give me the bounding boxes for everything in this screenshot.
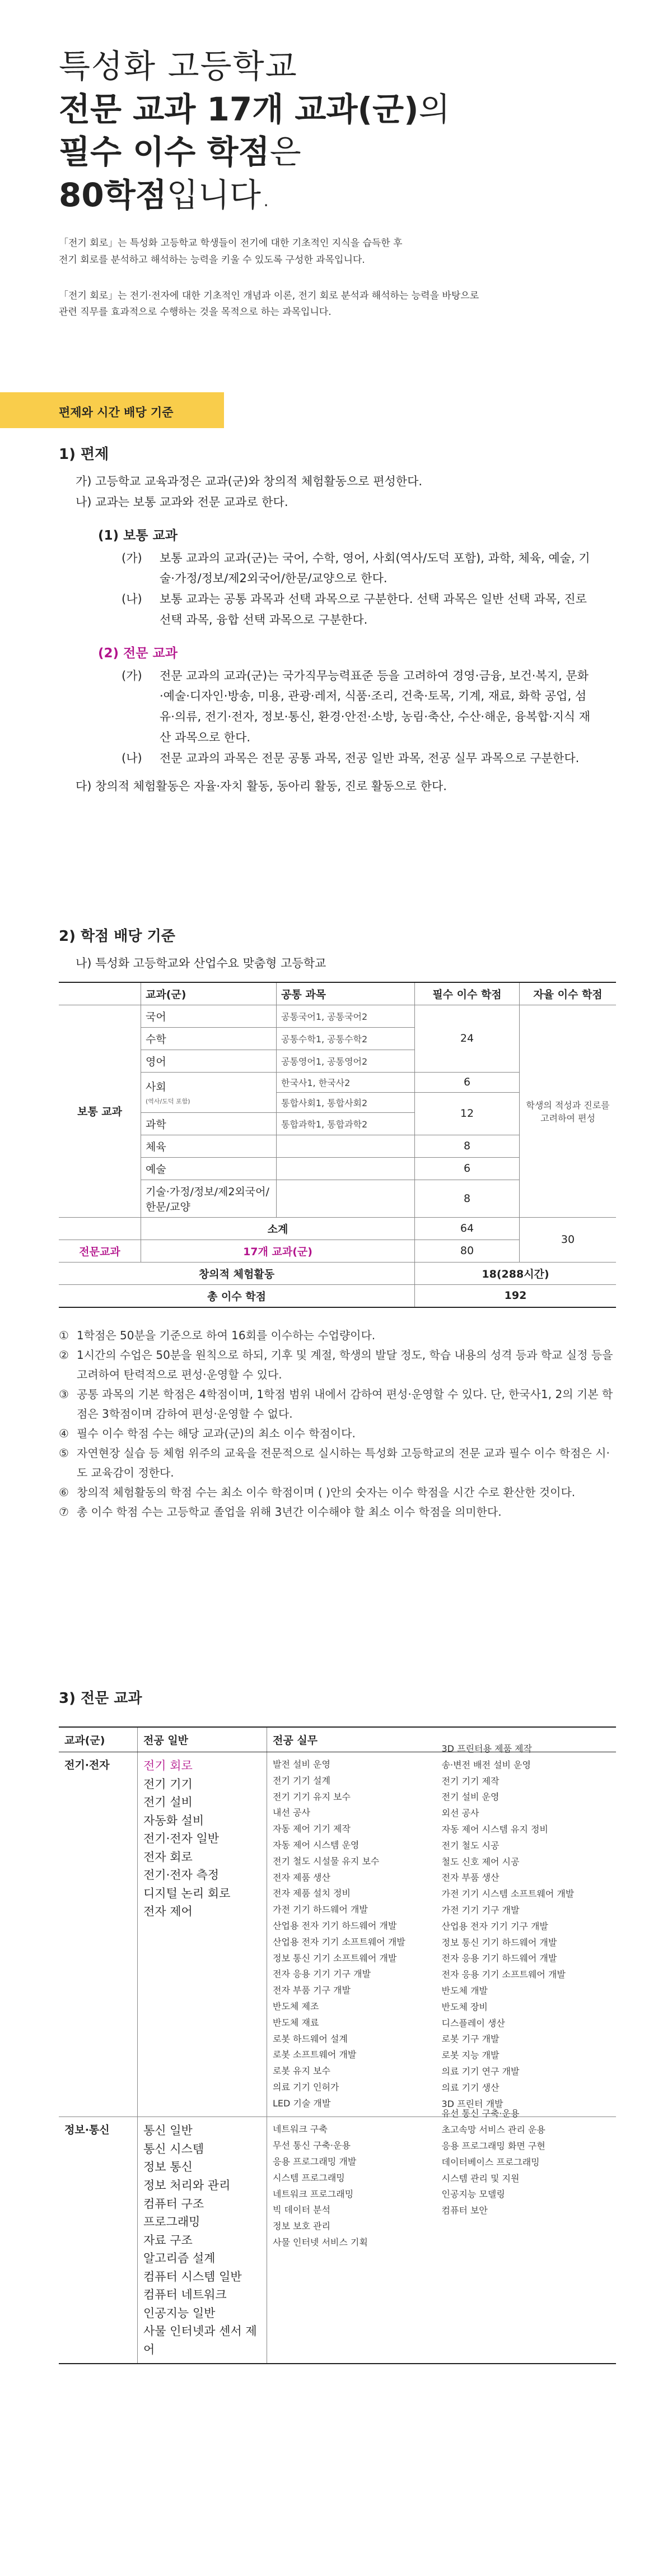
list-item: 반도체 재료 — [273, 2017, 319, 2028]
list-item: 초고속망 서비스 관리 운용 — [441, 2124, 545, 2136]
note-text: 창의적 체험활동의 학점 수는 최소 이수 학점이며 ( )안의 숫자는 이수 학점을 시간 수로 환산한 것이다. — [77, 1485, 576, 1499]
section-band — [0, 392, 224, 428]
s1-na: 나) 교과는 보통 교과와 전문 교과로 한다. — [76, 495, 288, 509]
autonomy-value: 30 — [520, 1217, 617, 1262]
hero-line-3-bold: 필수 이수 학점 — [59, 133, 270, 171]
subject-name: 영어 — [141, 1050, 277, 1072]
list-item: 의료 기기 연구 개발 — [441, 2066, 520, 2077]
header-practice: 전공 실무 — [267, 1727, 617, 1752]
blank-cell — [59, 1217, 141, 1240]
practice-col-right — [442, 2106, 611, 2250]
common-course — [277, 1180, 415, 1217]
practice-col-right — [442, 1741, 611, 2112]
general-group-label: 보통 교과 — [59, 1005, 141, 1217]
list-item: 사물 인터넷 서비스 기획 — [273, 2236, 368, 2248]
total-value: 192 — [415, 1284, 617, 1307]
list-item: 3D 프린터 개발 — [441, 2098, 503, 2109]
hero-line-4-bold: 80학점 — [59, 175, 167, 214]
list-item: 응용 프로그래밍 개발 — [273, 2156, 357, 2167]
list-item: 인공지능 일반 — [143, 2306, 216, 2320]
notes-list — [59, 1326, 619, 1522]
marker: (가) — [122, 551, 142, 565]
note-text: 자연현장 실습 등 체험 위주의 교육을 전문적으로 실시하는 특성화 고등학교의 전문 교과 필수 이수 학점은 시·도 교육감이 정한다. — [77, 1446, 610, 1479]
group-name: 전기·전자 — [59, 1752, 138, 2117]
special-value: 80 — [415, 1240, 520, 1262]
general-item-ga — [122, 548, 619, 590]
note-text: 필수 이수 학점 수는 해당 교과(군)의 최소 이수 학점이다. — [77, 1426, 356, 1440]
required-credits: 6 — [415, 1072, 520, 1092]
list-item: 로봇 지능 개발 — [441, 2050, 500, 2061]
subject-name: 수학 — [141, 1027, 277, 1050]
list-item: 정보 통신 기기 소프트웨어 개발 — [273, 1952, 397, 1964]
list-item: 의료 기기 인허가 — [273, 2081, 339, 2092]
list-item: 산업용 전자 기기 소프트웨어 개발 — [273, 1936, 405, 1947]
list-item: 응용 프로그래밍 화면 구현 — [441, 2140, 545, 2151]
list-item: 전자 회로 — [143, 1850, 193, 1864]
list-item: 산업용 전자 기기 하드웨어 개발 — [273, 1920, 397, 1931]
s2-na: 나) 특성화 고등학교와 산업수요 맞춤형 고등학교 — [76, 957, 326, 970]
header-blank — [59, 982, 141, 1005]
section-specialized — [59, 1687, 619, 2364]
note-item — [59, 1326, 619, 1345]
s2-title: 2) 학점 배당 기준 — [59, 928, 175, 945]
list-item: 가전 기기 시스템 소프트웨어 개발 — [441, 1888, 575, 1900]
item-text: 전문 교과의 과목은 전문 공통 과목, 전공 일반 과목, 전공 실무 과목으로 구분한다. — [160, 751, 580, 765]
subject-name: 기술·가정/정보/제2외국어/한문/교양 — [141, 1180, 277, 1217]
note-text: 공통 과목의 기본 학점은 4학점이며, 1학점 범위 내에서 감하여 편성·운영할 수 있다. 단, 한국사1, 2의 기본 학점은 3학점이며 감하여 편성·운영할 수 없다. — [77, 1387, 613, 1421]
general-subjects-title: (1) 보통 교과 — [98, 528, 178, 543]
list-item: 산업용 전자 기기 기구 개발 — [441, 1920, 548, 1932]
note-item — [59, 1444, 619, 1483]
list-item: 전기 기기 유지 보수 — [273, 1791, 351, 1802]
list-item: 전기 설비 운영 — [441, 1791, 500, 1803]
list-item: 알고리즘 설계 — [143, 2252, 216, 2266]
desc-2b: 관련 직무를 효과적으로 수행하는 것을 목적으로 하는 과목입니다. — [59, 307, 332, 318]
list-item: 로봇 소프트웨어 개발 — [273, 2049, 357, 2060]
s3-title: 3) 전문 교과 — [59, 1690, 142, 1707]
header-required: 필수 이수 학점 — [415, 982, 520, 1005]
hero-line-3-suffix: 은 — [269, 133, 301, 171]
subtotal-value: 64 — [415, 1217, 520, 1240]
marker: (나) — [122, 751, 142, 765]
item-text: 보통 교과의 교과(군)는 국어, 수학, 영어, 사회(역사/도덕 포함), 과학, 체육, 예술, 기술·가정/정보/제2외국어/한문/교양으로 한다. — [160, 551, 590, 586]
creative-row — [59, 1262, 616, 1284]
required-credits: 8 — [415, 1135, 520, 1157]
list-item: 전기 설비 — [143, 1795, 193, 1809]
list-item: 사물 인터넷과 센서 제어 — [143, 2324, 257, 2356]
header-autonomy: 자율 이수 학점 — [520, 982, 617, 1005]
header-general: 전공 일반 — [138, 1727, 267, 1752]
table-row — [59, 1752, 616, 2117]
list-item: 발전 설비 운영 — [273, 1759, 330, 1770]
list-item: 전자 제품 설치 정비 — [273, 1888, 351, 1899]
subject-name — [141, 1072, 277, 1112]
section-credits — [59, 925, 619, 1522]
list-item: 전자 응용 기기 기구 개발 — [273, 1969, 371, 1980]
list-item: 전기·전자 측정 — [143, 1868, 220, 1882]
note-item — [59, 1483, 619, 1502]
list-item: 전자 제품 생산 — [273, 1872, 330, 1883]
header-common: 공통 과목 — [277, 982, 415, 1005]
note-marker: ⑦ — [59, 1505, 69, 1519]
note-marker: ① — [59, 1328, 69, 1342]
hero-line-2 — [59, 88, 672, 131]
list-item: 반도체 제조 — [273, 2001, 319, 2012]
hero — [0, 0, 672, 321]
list-item: 로봇 하드웨어 설계 — [273, 2033, 348, 2044]
list-item: 통신 일반 — [143, 2124, 193, 2138]
list-item: 전기 기기 — [143, 1777, 193, 1791]
common-course: 통합사회1, 통합사회2 — [277, 1092, 415, 1112]
list-item: 데이터베이스 프로그래밍 — [441, 2156, 540, 2167]
common-course: 공통영어1, 공통영어2 — [277, 1050, 415, 1072]
list-item: 전기 철도 시공 — [441, 1840, 500, 1851]
subject-name: 체육 — [141, 1135, 277, 1157]
specialized-table — [59, 1726, 616, 2364]
list-item: 자동화 설비 — [143, 1813, 204, 1827]
note-marker: ④ — [59, 1426, 69, 1440]
list-item: 반도체 장비 — [441, 2001, 488, 2012]
subject-name: 국어 — [141, 1005, 277, 1027]
subject-name-text: 사회 — [146, 1080, 166, 1093]
special-subjects-title: (2) 전문 교과 — [98, 646, 178, 661]
list-item: 정보 통신 기기 하드웨어 개발 — [441, 1937, 557, 1948]
desc-1a: 「전기 회로」는 특성화 고등학교 학생들이 전기에 대한 기초적인 지식을 습득한 후 — [59, 238, 403, 249]
item-text: 전문 교과의 교과(군)는 국가직무능력표준 등을 고려하여 경영·금융, 보건·복지, 문화·예술·디자인·방송, 미용, 관광·레저, 식품·조리, 건축·토목, 기계, 재료, 화학 공업, 섬유·의류, 전기·전자, 정보·통신, 환경·안전·소방, 농림·축산, 수산·해운, 융복합·지식 재산 과목으로 한다. — [160, 669, 591, 744]
note-item — [59, 1345, 619, 1385]
list-item: 로봇 유지 보수 — [273, 2066, 330, 2077]
s1-title: 1) 편제 — [59, 446, 109, 463]
total-row — [59, 1284, 616, 1307]
required-credits: 6 — [415, 1157, 520, 1180]
header-group: 교과(군) — [141, 982, 277, 1005]
list-item: 전기 철도 시설물 유지 보수 — [273, 1855, 380, 1867]
common-course: 공통국어1, 공통국어2 — [277, 1005, 415, 1027]
common-course: 공통수학1, 공통수학2 — [277, 1027, 415, 1050]
list-item: 디스플레이 생산 — [441, 2017, 505, 2029]
list-item: 컴퓨터 네트워크 — [143, 2288, 227, 2302]
note-item — [59, 1424, 619, 1444]
list-item: 송·변전 배전 설비 운영 — [441, 1759, 531, 1770]
common-course — [277, 1157, 415, 1180]
note-marker: ② — [59, 1348, 69, 1362]
required-credits: 24 — [415, 1005, 520, 1072]
special-label: 전문교과 — [59, 1240, 141, 1262]
list-item: 정보 통신 — [143, 2160, 193, 2174]
list-item: 전자 부품 생산 — [441, 1872, 500, 1883]
list-item: 정보 보호 관리 — [273, 2221, 330, 2232]
hero-line-2-suffix: 의 — [418, 90, 450, 128]
list-item: 전기 회로 — [143, 1759, 193, 1772]
list-item: 가전 기기 하드웨어 개발 — [273, 1904, 368, 1915]
list-item: 시스템 프로그래밍 — [273, 2172, 345, 2183]
list-item: 전기 기기 제작 — [441, 1775, 500, 1786]
item-text: 보통 교과는 공통 과목과 선택 과목으로 구분한다. 선택 과목은 일반 선택 과목, 진로 선택 과목, 융합 선택 과목으로 구분한다. — [160, 592, 587, 626]
list-item: 전자 응용 기기 하드웨어 개발 — [441, 1953, 557, 1964]
list-item: 네트워크 구축 — [273, 2124, 328, 2135]
list-item: 시스템 관리 및 지원 — [441, 2173, 520, 2184]
list-item: 전기 기기 설계 — [273, 1775, 330, 1786]
desc-1b: 전기 회로를 분석하고 해석하는 능력을 키울 수 있도록 구성한 과목입니다. — [59, 254, 365, 266]
note-item — [59, 1385, 619, 1424]
list-item: 자동 제어 기기 제작 — [273, 1823, 351, 1835]
list-item: 전자 응용 기기 소프트웨어 개발 — [441, 1969, 566, 1980]
list-item: 컴퓨터 시스템 일반 — [143, 2269, 242, 2283]
list-item: 전기·전자 일반 — [143, 1832, 220, 1846]
list-item: 가전 기기 기구 개발 — [441, 1904, 520, 1915]
special-item-ga — [122, 666, 619, 748]
list-item: 외선 공사 — [441, 1808, 479, 1819]
header-group: 교과(군) — [59, 1727, 138, 1752]
list-item: 자료 구조 — [143, 2233, 193, 2247]
list-item: 정보 처리와 관리 — [143, 2178, 231, 2192]
practice-list — [267, 2108, 617, 2364]
marker: (가) — [122, 669, 142, 683]
list-item: 전자 제어 — [143, 1905, 193, 1919]
general-list — [138, 1752, 267, 2117]
s1-ga: 가) 고등학교 교육과정은 교과(군)와 창의적 체험활동으로 편성한다. — [76, 475, 423, 488]
common-course: 통합과학1, 통합과학2 — [277, 1112, 415, 1135]
list-item: 무선 통신 구축·운용 — [273, 2140, 351, 2151]
note-text: 1학점은 50분을 기준으로 하여 16회를 이수하는 수업량이다. — [77, 1328, 376, 1342]
list-item: 디지털 논리 회로 — [143, 1886, 231, 1900]
special-name: 17개 교과(군) — [141, 1240, 415, 1262]
common-course: 한국사1, 한국사2 — [277, 1072, 415, 1092]
subject-name: 예술 — [141, 1157, 277, 1180]
list-item: 프로그래밍 — [143, 2215, 200, 2229]
hero-line-3 — [59, 131, 672, 174]
group-name: 정보·통신 — [59, 2117, 138, 2364]
hero-line-4-suffix: 입니다. — [166, 175, 272, 214]
required-credits: 8 — [415, 1180, 520, 1217]
table-row — [59, 2117, 616, 2364]
subject-name: 과학 — [141, 1112, 277, 1135]
general-list — [138, 2117, 267, 2364]
note-marker: ⑤ — [59, 1446, 69, 1460]
subtotal-label: 소계 — [141, 1217, 415, 1240]
table-header-row — [59, 982, 616, 1005]
note-text: 총 이수 학점 수는 고등학교 졸업을 위해 3년간 이수해야 할 최소 이수 학점을 의미한다. — [77, 1505, 502, 1519]
hero-line-4 — [59, 174, 672, 217]
general-item-na — [122, 589, 619, 630]
list-item: 빅 데이터 분석 — [273, 2204, 330, 2216]
special-item-na — [122, 748, 619, 769]
list-item: 자동 제어 시스템 유지 정비 — [441, 1823, 548, 1835]
hero-line-1: 특성화 고등학교 — [59, 47, 298, 85]
desc-2a: 「전기 회로」는 전기·전자에 대한 기초적인 개념과 이론, 전기 회로 분석과 해석하는 능력을 바탕으로 — [59, 290, 479, 301]
autonomy-text: 학생의 적성과 진로를 고려하여 편성 — [520, 1005, 617, 1217]
list-item: 반도체 개발 — [441, 1985, 488, 1996]
section-organization — [59, 443, 619, 797]
list-item: 철도 신호 제어 시공 — [441, 1856, 520, 1867]
list-item: 유선 통신 구축·운용 — [441, 2108, 520, 2119]
desc-paragraph-1 — [59, 235, 608, 269]
list-item: LED 기술 개발 — [273, 2097, 331, 2109]
list-item: 인공지능 모델링 — [441, 2189, 505, 2200]
creative-label: 창의적 체험활동 — [59, 1262, 415, 1284]
common-course — [277, 1135, 415, 1157]
practice-col-left — [273, 1757, 442, 2112]
list-item: 전자 부품 기구 개발 — [273, 1985, 351, 1996]
list-item: 컴퓨터 구조 — [143, 2197, 204, 2211]
hero-line-2-bold: 전문 교과 17개 교과(군) — [59, 90, 419, 128]
s1-da: 다) 창의적 체험활동은 자율·자치 활동, 동아리 활동, 진로 활동으로 한다. — [76, 779, 447, 793]
subject-subnote: (역사/도덕 포함) — [146, 1097, 190, 1105]
list-item: 의료 기기 생산 — [441, 2082, 500, 2093]
credits-table — [59, 982, 616, 1308]
subtotal-row — [59, 1217, 616, 1240]
note-marker: ③ — [59, 1387, 69, 1401]
note-marker: ⑥ — [59, 1485, 69, 1499]
total-label: 총 이수 학점 — [59, 1284, 415, 1307]
note-item — [59, 1502, 619, 1522]
note-text: 1시간의 수업은 50분을 원칙으로 하되, 기후 및 계절, 학생의 발달 정도, 학습 내용의 성격 등과 학교 실정 등을 고려하여 탄력적으로 편성·운영할 수 있다. — [77, 1348, 613, 1381]
hero-description — [59, 235, 608, 321]
marker: (나) — [122, 592, 142, 606]
creative-value: 18(288시간) — [415, 1262, 617, 1284]
list-item: 네트워크 프로그래밍 — [273, 2188, 354, 2199]
list-item: 통신 시스템 — [143, 2142, 204, 2156]
desc-paragraph-2 — [59, 288, 608, 322]
practice-col-left — [273, 2122, 442, 2250]
list-item: 컴퓨터 보안 — [441, 2205, 488, 2216]
list-item: 3D 프린터용 제품 제작 — [441, 1743, 532, 1754]
list-item: 내선 공사 — [273, 1807, 310, 1818]
band-title: 편제와 시간 배당 기준 — [59, 406, 174, 419]
required-credits: 12 — [415, 1092, 520, 1135]
practice-list — [267, 1743, 617, 2117]
list-item: 로봇 기구 개발 — [441, 2034, 500, 2045]
list-item: 자동 제어 시스템 운영 — [273, 1839, 360, 1850]
table-row — [59, 1005, 616, 1027]
